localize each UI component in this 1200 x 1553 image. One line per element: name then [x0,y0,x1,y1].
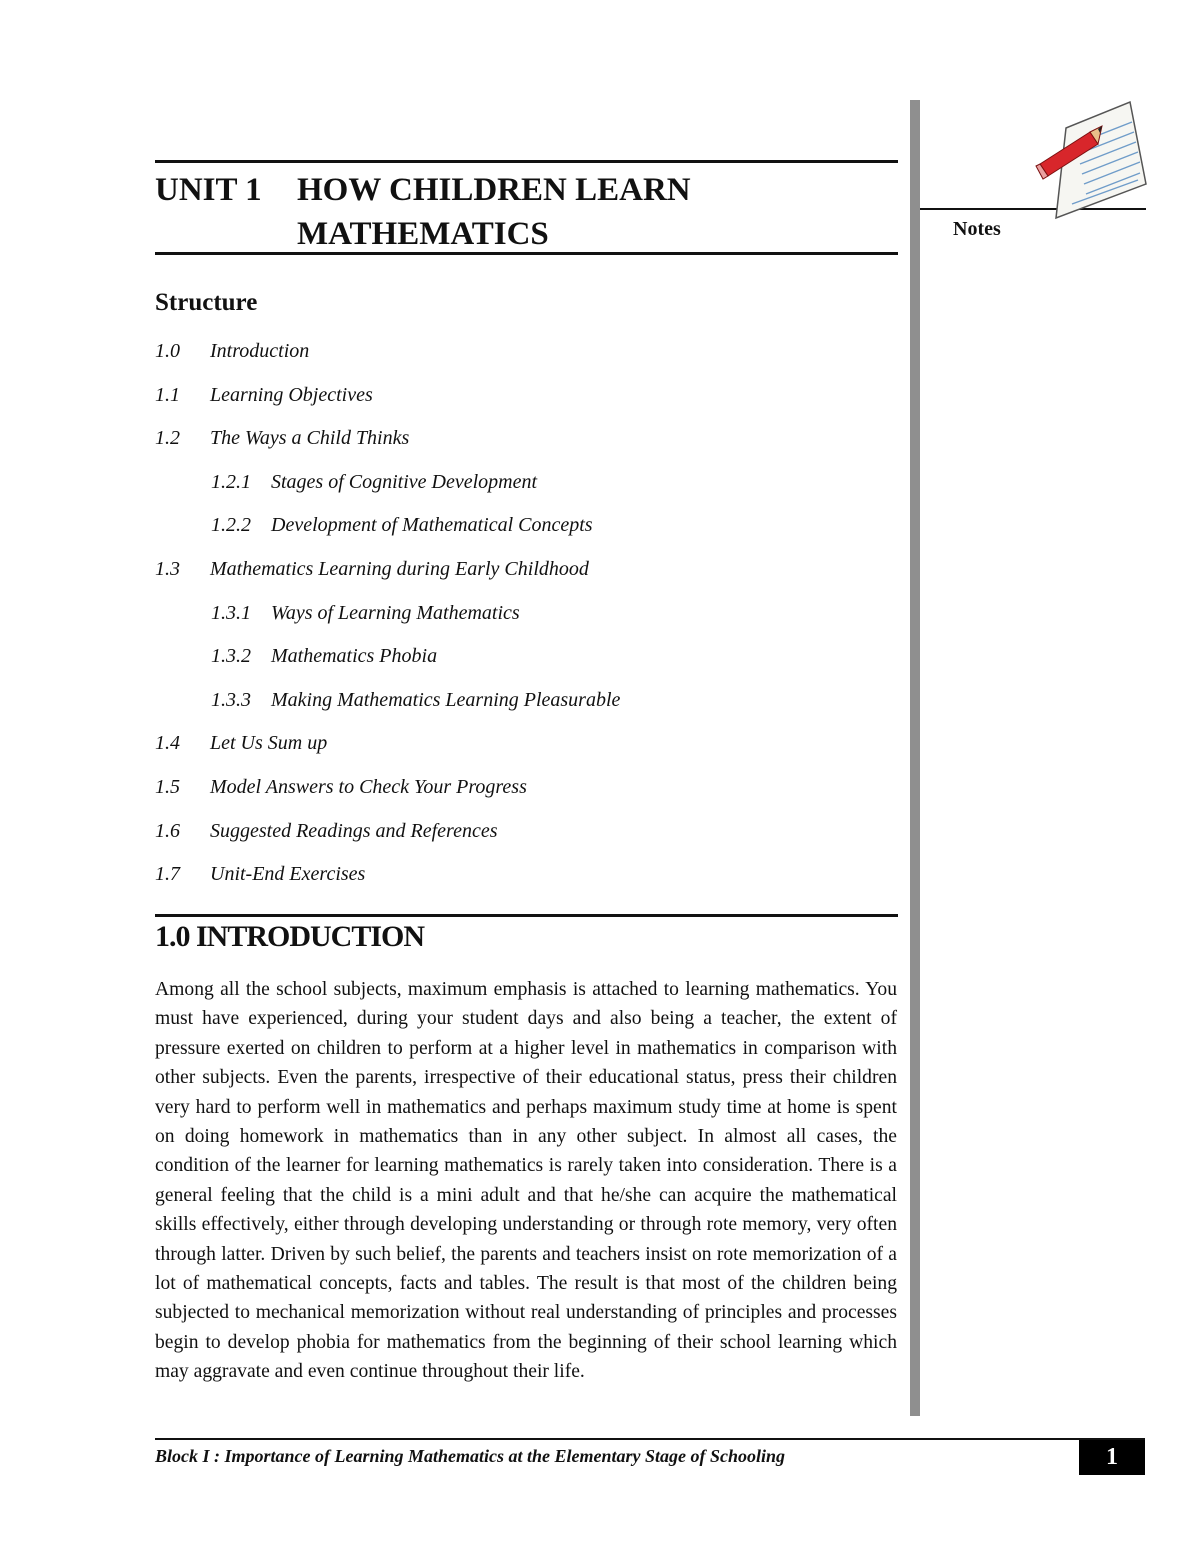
unit-title [297,168,691,256]
structure-list [155,336,620,903]
toc-item [155,816,620,860]
toc-item [155,554,620,598]
toc-item [155,728,620,772]
footer-block-title: Block I : Importance of Learning Mathematics at the Elementary Stage of Schooling [155,1446,786,1466]
toc-number: 1.7 [155,863,180,886]
footer-rule [155,1438,1145,1440]
toc-number: 1.6 [155,819,180,842]
toc-number: 1.3.3 [211,688,251,711]
toc-item [155,336,620,380]
toc-title: Introduction [210,340,310,362]
introduction-rule [155,914,898,917]
toc-number: 1.2.1 [211,470,251,493]
unit-label: UNIT 1 [155,172,262,208]
toc-item [155,772,620,816]
toc-number: 1.2 [155,427,180,450]
introduction-heading: 1.0 INTRODUCTION [155,920,425,953]
toc-number: 1.5 [155,775,180,798]
toc-number: 1.4 [155,732,180,755]
toc-title: Mathematics Phobia [271,645,438,668]
toc-number: 1.3.2 [211,645,251,668]
toc-title: Suggested Readings and References [210,819,498,842]
toc-number: 1.0 [155,340,180,362]
toc-title: Stages of Cognitive Development [271,470,538,493]
margin-divider-bar [910,100,920,1416]
unit-title-line-1: HOW CHILDREN LEARN [297,172,691,208]
toc-title: Let Us Sum up [210,732,328,755]
toc-title: Ways of Learning Mathematics [271,601,520,624]
page-number: 1 [1079,1440,1145,1475]
toc-subitem [155,510,620,554]
toc-item [155,859,620,903]
toc-subitem [155,467,620,511]
toc-number: 1.3 [155,557,180,580]
toc-title: Unit-End Exercises [210,863,366,886]
toc-title: Development of Mathematical Concepts [271,514,593,537]
notes-label: Notes [953,218,1001,240]
toc-title: Learning Objectives [210,383,373,406]
toc-number: 1.2.2 [211,514,251,537]
notes-pencil-icon [1030,100,1150,222]
toc-title: Model Answers to Check Your Progress [210,775,527,798]
toc-item [155,423,620,467]
title-top-rule [155,160,898,163]
toc-title: Making Mathematics Learning Pleasurable [271,688,621,711]
unit-title-line-2: MATHEMATICS [297,216,549,252]
toc-item [155,380,620,424]
toc-title: Mathematics Learning during Early Childhood [210,557,589,580]
introduction-paragraph: Among all the school subjects, maximum emphasis is attached to learning mathematics. You must have experienced, during your student days and also being a teacher, the extent of pressure exerted on children to perform at a higher level in mathematics in comparison with other subjects. Even the parents, irrespective of their educational status, press their children very hard to perform well in mathematics and perhaps maximum study time at home is spent on doing homework in mathematics than in any other subject. In almost all cases, the condition of the learner for learning mathematics is rarely taken into consideration. There is a general feeling that the child is a mini adult and that he/she can acquire the mathematical skills effectively, either through developing understanding or through rote memory, very often through latter. Driven by such belief, the parents and teachers insist on rote memorization of a lot of mathematical concepts, facts and tables. The result is that most of the children being subjected to mechanical memorization without real understanding of principles and processes begin to develop phobia for mathematics from the beginning of their school learning which may aggravate and even continue throughout their life. [155,979,897,1383]
toc-title: The Ways a Child Thinks [210,427,410,450]
toc-subitem [155,685,620,729]
toc-subitem [155,598,620,642]
title-bottom-rule [155,252,898,255]
toc-number: 1.1 [155,383,180,406]
structure-heading: Structure [155,289,258,316]
toc-subitem [155,641,620,685]
toc-number: 1.3.1 [211,601,251,624]
